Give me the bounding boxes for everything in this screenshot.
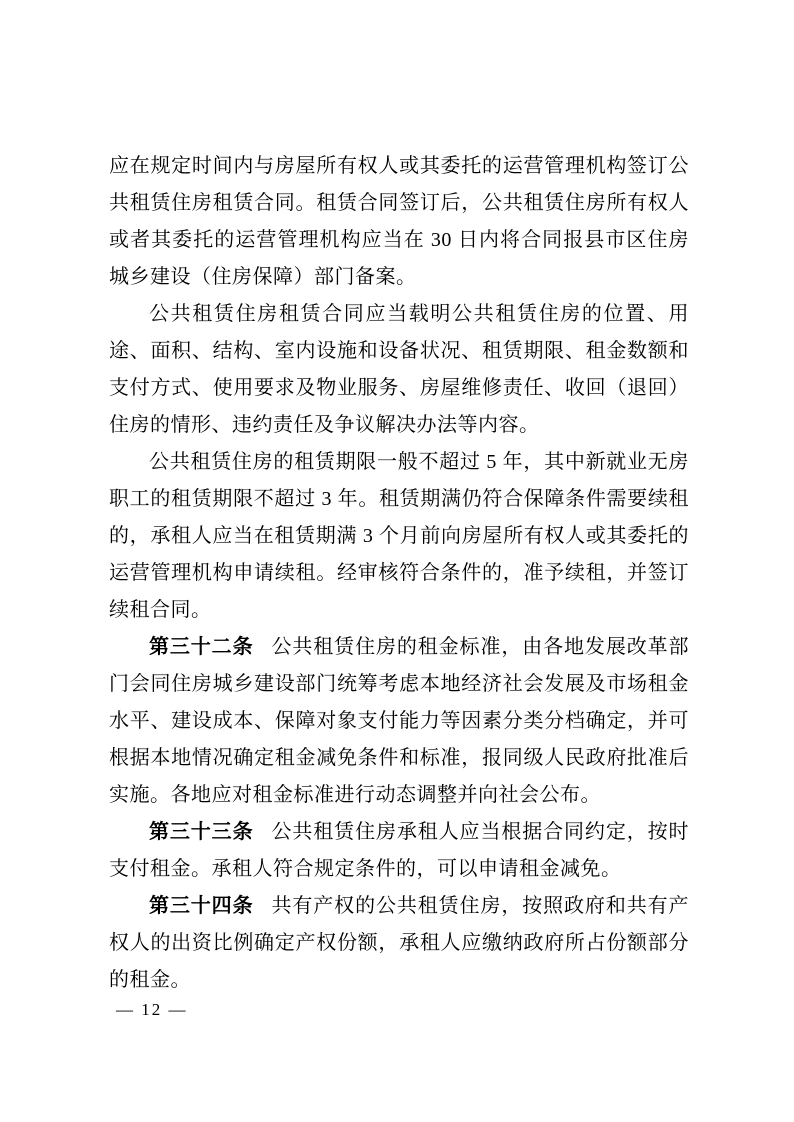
paragraph-text: 公共租赁住房承租人应当根据合同约定，按时支付租金。承租人符合规定条件的，可以申请租金减免。 <box>109 821 690 880</box>
paragraph-continuation <box>109 148 689 296</box>
paragraph <box>109 444 689 629</box>
article-number: 第三十三条 <box>149 821 254 843</box>
paragraph-text: 公共租赁住房租赁合同应当载明公共租赁住房的位置、用途、面积、结构、室内设施和设备状况、租赁期限、租金数额和支付方式、使用要求及物业服务、房屋维修责任、收回（退回）住房的情形、违约责任及争议解决办法等内容。 <box>109 303 689 436</box>
article-number: 第三十二条 <box>149 636 254 658</box>
document-body <box>109 148 689 999</box>
paragraph-text: 共有产权的公共租赁住房，按照政府和共有产权人的出资比例确定产权份额，承租人应缴纳政府所占份额部分的租金。 <box>109 895 690 991</box>
paragraph-article-32 <box>109 629 689 814</box>
paragraph <box>109 296 689 444</box>
paragraph-text: 应在规定时间内与房屋所有权人或其委托的运营管理机构签订公共租赁住房租赁合同。租赁合同签订后，公共租赁住房所有权人或者其委托的运营管理机构应当在 30 日内将合同报县市区住房城乡建设（住房保障）部门备案。 <box>109 155 689 288</box>
paragraph-text: 公共租赁住房的租赁期限一般不超过 5 年，其中新就业无房职工的租赁期限不超过 3 年。租赁期满仍符合保障条件需要续租的，承租人应当在租赁期满 3 个月前向房屋所有权人或其委托的运营管理机构申请续租。经审核符合条件的，准予续租，并签订续租合同。 <box>109 451 689 621</box>
paragraph-article-33 <box>109 814 689 888</box>
article-number: 第三十四条 <box>149 895 254 917</box>
paragraph-text: 公共租赁住房的租金标准，由各地发展改革部门会同住房城乡建设部门统筹考虑本地经济社会发展及市场租金水平、建设成本、保障对象支付能力等因素分类分档确定，并可根据本地情况确定租金减免条件和标准，报同级人民政府批准后实施。各地应对租金标准进行动态调整并向社会公布。 <box>109 636 690 806</box>
paragraph-article-34 <box>109 888 689 999</box>
page-number: — 12 — <box>116 1000 188 1019</box>
